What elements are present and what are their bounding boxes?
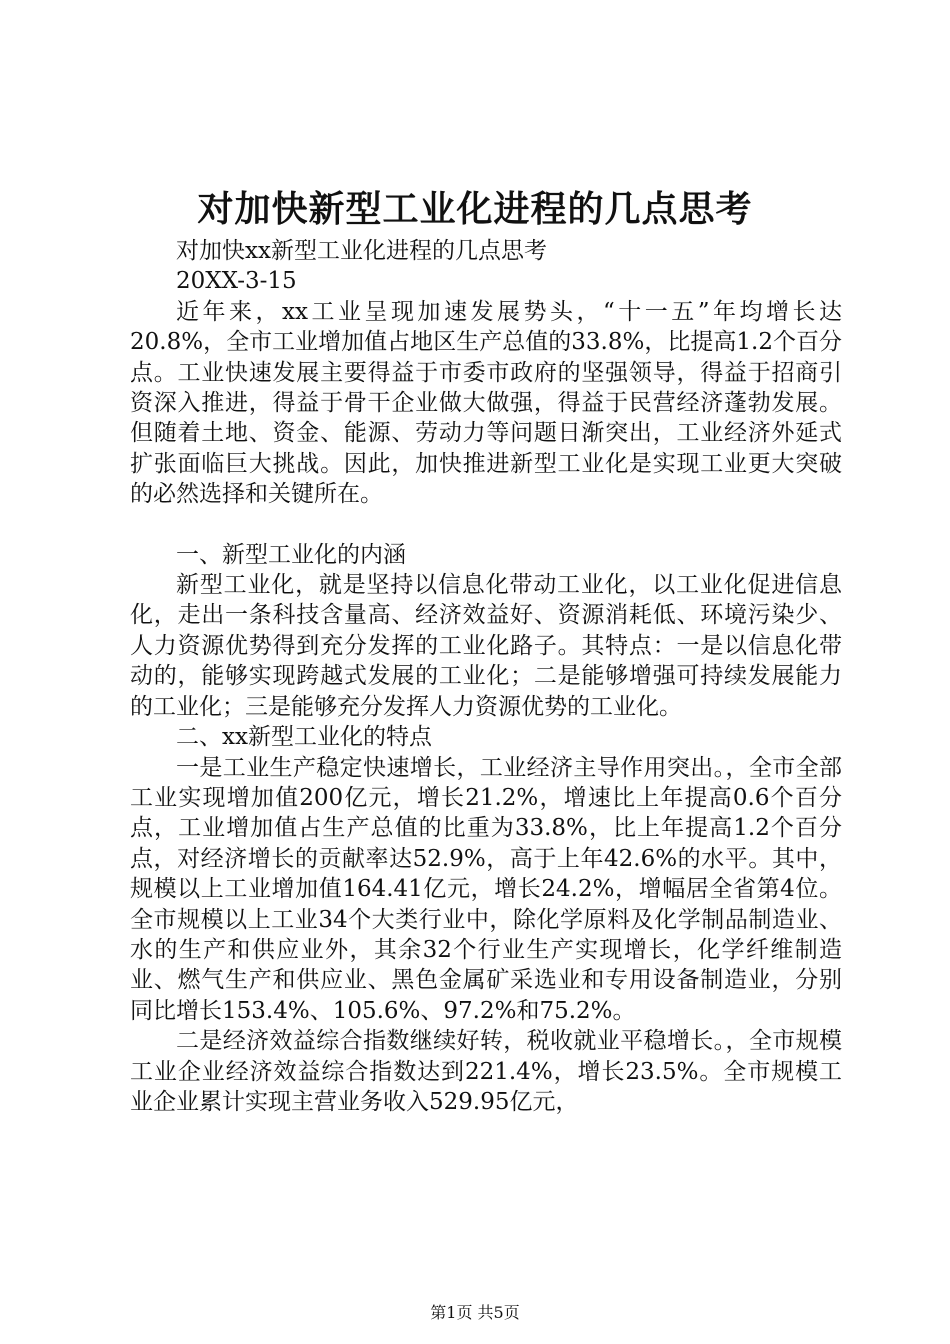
section1-paragraph: 新型工业化，就是坚持以信息化带动工业化，以工业化促进信息化，走出一条科技含量高、经济效益好、资源消耗低、环境污染少、人力资源优势得到充分发挥的工业化路子。其特点：一是以信息化带动的，能够实现跨越式发展的工业化；二是能够增强可持续发展能力的工业化；三是能够充分发挥人力资源优势的工业化。 — [130, 572, 842, 720]
document-title: 对加快新型工业化进程的几点思考 — [197, 188, 753, 230]
section2-heading: 二、xx新型工业化的特点 — [176, 724, 432, 751]
page-footer: 第1页 共5页 — [430, 1303, 520, 1322]
subtitle: 对加快xx新型工业化进程的几点思考 — [176, 238, 547, 264]
section2-paragraph-1: 一是工业生产稳定快速增长，工业经济主导作用突出。，全市全部工业实现增加值200亿元，增长21.2%，增速比上年提高0.6个百分点，工业增加值占生产总值的比重为33.8%，比上年提高1.2个百分点，对经济增长的贡献率达52.9%，高于上年42.6%的水平。其中，规模以上工业增加值164.41亿元，增长24.2%，增幅居全省第4位。全市规模以上工业34个大类行业中，除化学原料及化学制品制造业、水的生产和供应业外，其余32个行业生产实现增长，化学纤维制造业、燃气生产和供应业、黑色金属矿采选业和专用设备制造业，分别同比增长153.4%、105.6%、97.2%和75.2%。 — [130, 754, 842, 1024]
paragraph-gap — [130, 510, 842, 540]
section1-heading: 一、新型工业化的内涵 — [176, 541, 406, 568]
intro-paragraph: 近年来，xx工业呈现加速发展势头，“十一五”年均增长达20.8%，全市工业增加值占地区生产总值的33.8%，比提高1.2个百分点。工业快速发展主要得益于市委市政府的坚强领导，得益于招商引资深入推进，得益于骨干企业做大做强，得益于民营经济蓬勃发展。但随着土地、资金、能源、劳动力等问题日渐突出，工业经济外延式扩张面临巨大挑战。因此，加快推进新型工业化是实现工业更大突破的必然选择和关键所在。 — [130, 298, 842, 508]
date: 20XX-3-15 — [176, 268, 297, 295]
section2-paragraph-2: 二是经济效益综合指数继续好转，税收就业平稳增长。，全市规模工业企业经济效益综合指数达到221.4%，增长23.5%。全市规模工业企业累计实现主营业务收入529.95亿元， — [130, 1028, 842, 1115]
document-body — [130, 236, 842, 1117]
